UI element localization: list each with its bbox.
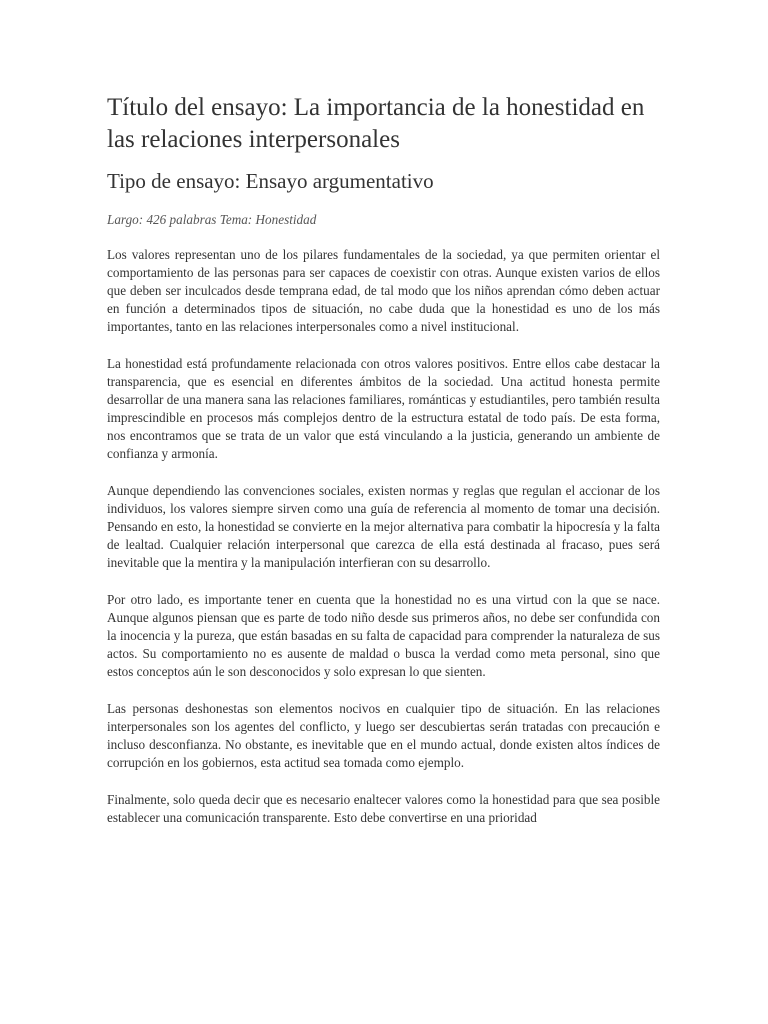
paragraph-3: Aunque dependiendo las convenciones sociales, existen normas y reglas que regulan el accionar de los individuos, los valores siempre sirven como una guía de referencia al momento de tomar una decisión. Pensando en esto, la honestidad se convierte en la mejor alternativa para combatir la hipocresía y la falta de lealtad. Cualquier relación interpersonal que carezca de ella está destinada al fracaso, pues será inevitable que la mentira y la manipulación interfieran con su desarrollo. [107, 483, 660, 570]
essay-title: Título del ensayo: La importancia de la honestidad en las relaciones interpersonales [107, 94, 645, 153]
paragraph-6: Finalmente, solo queda decir que es necesario enaltecer valores como la honestidad para que sea posible establecer una comunicación transparente. Esto debe convertirse en una prioridad [107, 792, 660, 825]
paragraph-1: Los valores representan uno de los pilares fundamentales de la sociedad, ya que permiten orientar el comportamiento de las personas para ser capaces de coexistir con otras. Aunque existen varios de ellos que deben ser inculcados desde temprana edad, de tal modo que los niños aprendan cómo deben actuar en función a determinados tipos de situación, no cabe duda que la honestidad es uno de los más importantes, tanto en las relaciones interpersonales como a nivel institucional. [107, 247, 660, 334]
essay-type: Tipo de ensayo: Ensayo argumentativo [107, 169, 434, 193]
paragraph-2: La honestidad está profundamente relacionada con otros valores positivos. Entre ellos cabe destacar la transparencia, que es esencial en diferentes ámbitos de la sociedad. Una actitud honesta permite desarrollar de una manera sana las relaciones familiares, románticas y estudiantiles, pero también resulta imprescindible en procesos más complejos dentro de la estructura estatal de todo país. De esta forma, nos encontramos que se trata de un valor que está vinculando a la justicia, generando un ambiente de confianza y armonía. [107, 356, 660, 461]
paragraph-5: Las personas deshonestas son elementos nocivos en cualquier tipo de situación. En las relaciones interpersonales son los agentes del conflicto, y luego ser descubiertas serán tratadas con precaución e incluso desconfianza. No obstante, es inevitable que en el mundo actual, donde existen altos índices de corrupción en los gobiernos, esta actitud sea tomada como ejemplo. [107, 701, 660, 770]
essay-meta: Largo: 426 palabras Tema: Honestidad [107, 212, 317, 227]
paragraph-4: Por otro lado, es importante tener en cuenta que la honestidad no es una virtud con la que se nace. Aunque algunos piensan que es parte de todo niño desde sus primeros años, no debe ser confundida con la inocencia y la pureza, que están basadas en su falta de capacidad para comprender la naturaleza de sus actos. Su comportamiento no es ausente de maldad o busca la verdad como meta personal, sino que estos conceptos aún le son desconocidos y solo expresan lo que sienten. [107, 592, 660, 679]
document-page [107, 92, 660, 827]
